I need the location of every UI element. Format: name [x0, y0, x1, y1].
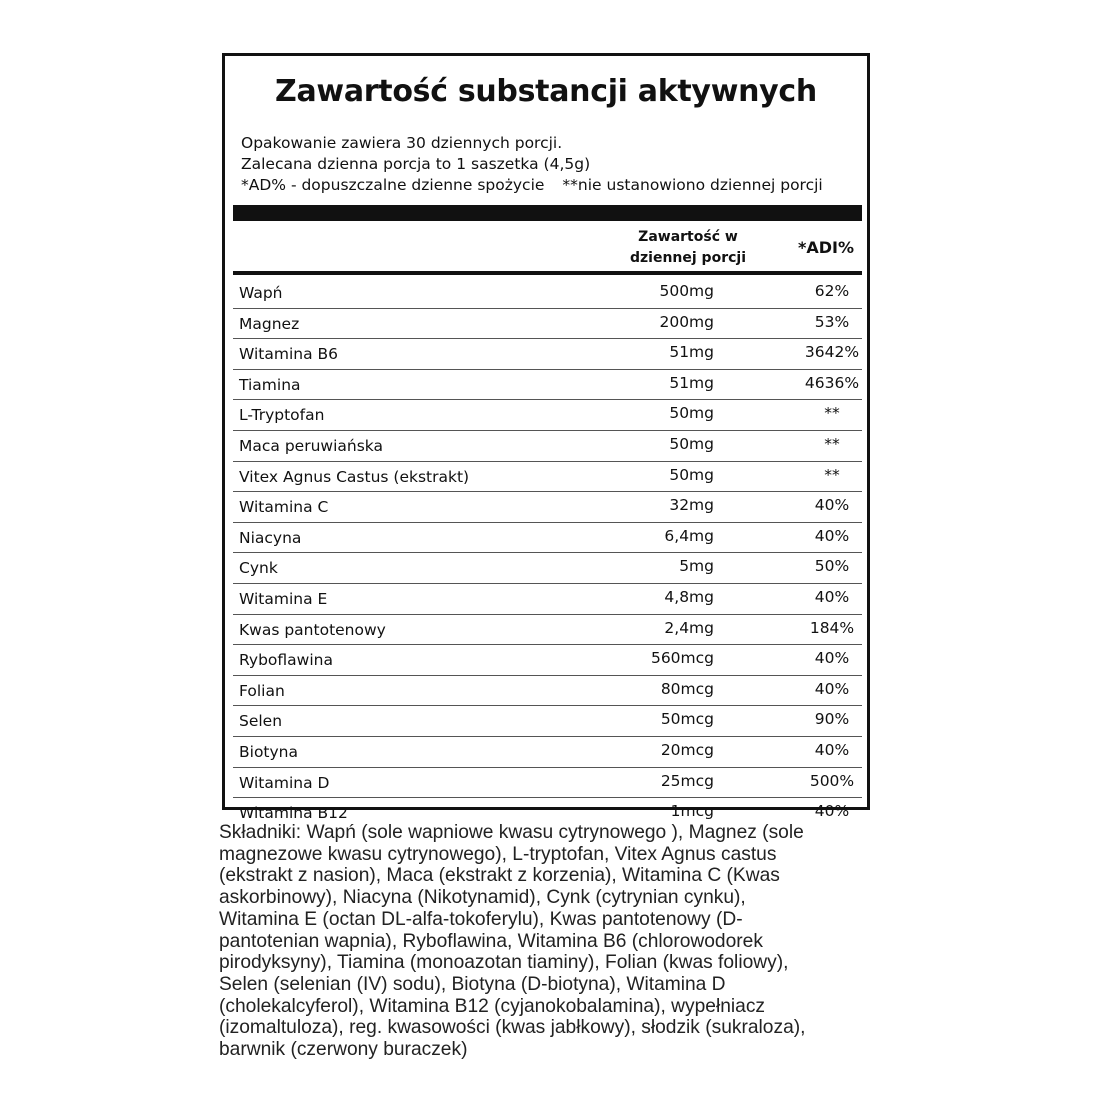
header-divider-bar	[233, 271, 862, 275]
nutrient-name: Vitex Agnus Castus (ekstrakt)	[239, 467, 470, 486]
nutrient-name: Cynk	[239, 559, 278, 578]
nutrient-adi: **	[824, 465, 840, 484]
column-header-amount	[613, 227, 763, 269]
nutrient-name: Niacyna	[239, 528, 302, 547]
table-row	[233, 278, 862, 309]
nutrient-amount: 50mg	[669, 465, 714, 484]
serving-info	[241, 133, 823, 196]
nutrient-adi: 40%	[814, 802, 850, 821]
ingredients-line: askorbinowy), Niacyna (Nikotynamid), Cynk (cytrynian cynku),	[219, 887, 746, 909]
nutrient-name: L-Tryptofan	[239, 406, 325, 425]
nutrient-amount: 50mg	[669, 404, 714, 423]
panel-title: Zawartość substancji aktywnych	[275, 74, 817, 109]
nutrient-adi: 500%	[809, 771, 855, 790]
nutrient-name: Witamina C	[239, 498, 329, 517]
nutrient-amount: 6,4mg	[664, 526, 714, 545]
nutrient-adi: 53%	[814, 312, 850, 331]
nutrient-adi: 3642%	[804, 343, 860, 362]
nutrient-name: Maca peruwiańska	[239, 436, 383, 455]
nutrient-name: Witamina D	[239, 773, 330, 792]
ingredients-line: (ekstrakt z nasion), Maca (ekstrakt z korzenia), Witamina C (Kwas	[219, 865, 780, 887]
nutrient-name: Witamina B12	[239, 804, 348, 823]
nutrient-adi: 184%	[809, 618, 855, 637]
nutrient-amount: 4,8mg	[664, 587, 714, 606]
nutrient-name: Witamina B6	[239, 345, 339, 364]
footnote-ad: *AD% - dopuszczalne dzienne spożycie	[241, 176, 545, 194]
table-row	[233, 768, 862, 799]
table-row	[233, 431, 862, 462]
ingredients-line: Składniki: Wapń (sole wapniowe kwasu cytrynowego ), Magnez (sole	[219, 822, 804, 843]
table-row	[233, 400, 862, 431]
nutrient-adi: 50%	[814, 557, 850, 576]
ingredients-line: pantotenian wapnia), Ryboflawina, Witamina B6 (chlorowodorek	[219, 930, 763, 952]
ingredients-list	[219, 822, 881, 1061]
table-row	[233, 462, 862, 493]
nutrient-adi: 40%	[814, 649, 850, 668]
nutrient-adi: **	[824, 404, 840, 423]
nutrient-amount: 50mcg	[660, 710, 714, 729]
column-header-amount-line2: dziennej porcji	[629, 250, 746, 266]
ingredients-line: barwnik (czerwony buraczek)	[219, 1039, 468, 1061]
nutrient-name: Tiamina	[239, 375, 301, 394]
footnote-not-established: **nie ustanowiono dziennej porcji	[562, 176, 823, 194]
nutrient-amount: 50mg	[669, 434, 714, 453]
table-row	[233, 309, 862, 340]
table-row	[233, 737, 862, 768]
nutrient-adi: 40%	[814, 496, 850, 515]
nutrient-adi: **	[824, 434, 840, 453]
nutrient-name: Biotyna	[239, 742, 298, 761]
table-row	[233, 676, 862, 707]
nutrient-table	[233, 278, 862, 828]
nutrient-amount: 51mg	[669, 373, 714, 392]
nutrient-name: Wapń	[239, 284, 283, 302]
top-divider-bar	[233, 205, 862, 221]
nutrient-adi: 90%	[814, 710, 850, 729]
nutrient-amount: 32mg	[669, 496, 714, 515]
supplement-facts-panel	[222, 53, 870, 823]
nutrient-amount: 20mcg	[660, 740, 714, 759]
nutrient-amount: 560mcg	[650, 649, 714, 668]
ingredients-line: pirodyksyny), Tiamina (monoazotan tiaminy), Folian (kwas foliowy),	[219, 952, 789, 974]
ingredients-line: Selen (selenian (IV) sodu), Biotyna (D-biotyna), Witamina D	[219, 973, 726, 995]
nutrient-adi: 40%	[814, 740, 850, 759]
table-row	[233, 492, 862, 523]
nutrient-name: Selen	[239, 712, 283, 731]
ingredients-line: Witamina E (octan DL-alfa-tokoferylu), Kwas pantotenowy (D-	[219, 908, 743, 930]
nutrient-name: Kwas pantotenowy	[239, 620, 386, 639]
nutrient-amount: 80mcg	[660, 679, 714, 698]
table-row	[233, 553, 862, 584]
nutrient-amount: 25mcg	[660, 771, 714, 790]
nutrient-name: Witamina E	[239, 589, 328, 608]
table-row	[233, 339, 862, 370]
package-info: Opakowanie zawiera 30 dziennych porcji.	[241, 134, 563, 152]
nutrient-amount: 500mg	[659, 282, 714, 300]
nutrient-adi: 40%	[814, 679, 850, 698]
ingredients-line: magnezowe kwasu cytrynowego), L-tryptofan, Vitex Agnus castus	[219, 843, 777, 865]
table-row	[233, 584, 862, 615]
nutrient-adi: 40%	[814, 526, 850, 545]
table-row	[233, 523, 862, 554]
nutrient-amount: 1mcg	[670, 802, 714, 821]
nutrient-name: Ryboflawina	[239, 651, 333, 670]
nutrient-amount: 2,4mg	[664, 618, 714, 637]
nutrient-name: Magnez	[239, 314, 300, 333]
nutrient-adi: 4636%	[804, 373, 860, 392]
nutrient-adi: 40%	[814, 587, 850, 606]
ingredients-line: (izomaltuloza), reg. kwasowości (kwas jabłkowy), słodzik (sukraloza),	[219, 1017, 806, 1039]
table-row	[233, 706, 862, 737]
table-row	[233, 615, 862, 646]
nutrient-amount: 5mg	[679, 557, 714, 576]
nutrient-name: Folian	[239, 681, 285, 700]
column-header-adi: *ADI%	[797, 238, 854, 257]
table-row	[233, 645, 862, 676]
nutrient-amount: 51mg	[669, 343, 714, 362]
footnote-line	[241, 175, 823, 196]
ingredients-line: (cholekalcyferol), Witamina B12 (cyjanokobalamina), wypełniacz	[219, 995, 766, 1017]
nutrient-adi: 62%	[814, 282, 850, 300]
serving-size-info: Zalecana dzienna porcja to 1 saszetka (4,5g)	[241, 155, 591, 173]
column-header-amount-line1: Zawartość w	[638, 229, 738, 245]
table-row	[233, 370, 862, 401]
nutrient-amount: 200mg	[659, 312, 714, 331]
